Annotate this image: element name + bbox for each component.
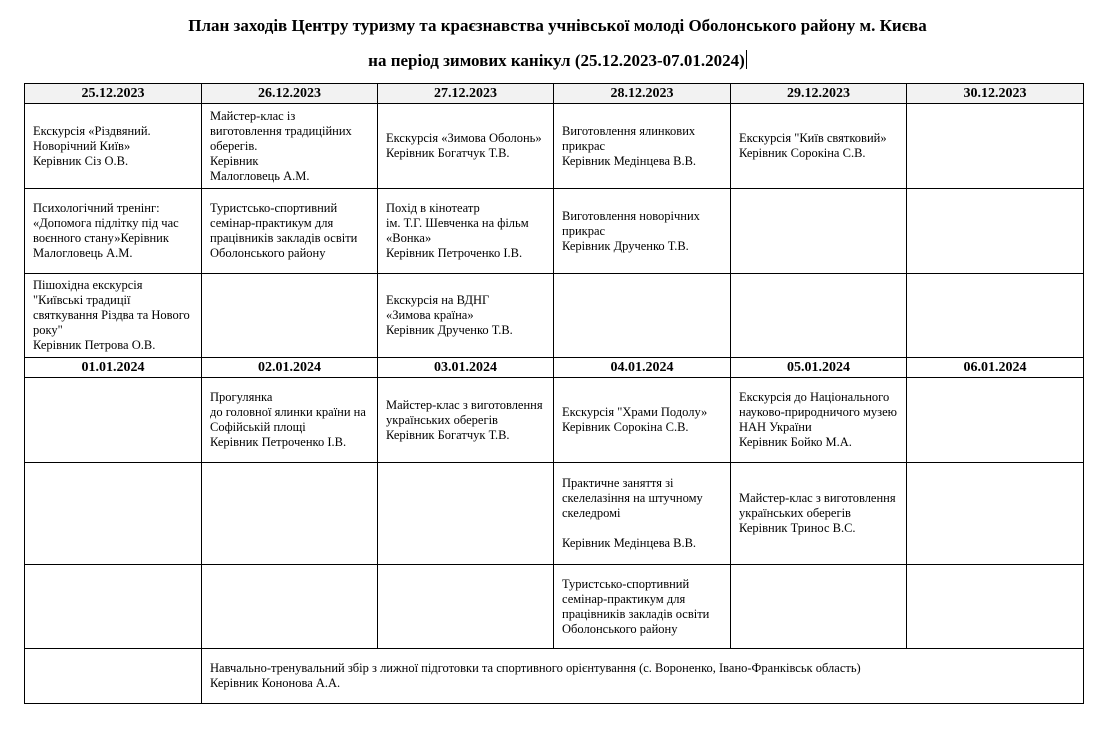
week1-event-row [25, 104, 1084, 189]
event-cell[interactable] [731, 189, 907, 274]
week2-date-row [25, 358, 1084, 378]
document-title: План заходів Центру туризму та краєзнавства учнівської молоді Оболонського району м. Києва [188, 16, 927, 35]
date-cell: 30.12.2023 [907, 84, 1084, 104]
date-cell: 04.01.2024 [554, 358, 731, 378]
event-cell[interactable] [554, 274, 731, 358]
event-cell[interactable]: Екскурсія "Храми Подолу» Керівник Сорокіна С.В. [554, 378, 731, 463]
event-cell[interactable] [202, 565, 378, 649]
event-cell[interactable] [907, 378, 1084, 463]
date-cell: 29.12.2023 [731, 84, 907, 104]
week2-event-row [25, 463, 1084, 565]
date-cell: 03.01.2024 [378, 358, 554, 378]
document-subtitle-text: на період зимових канікул (25.12.2023-07.01.2024) [368, 51, 745, 70]
training-camp-cell[interactable]: Навчально-тренувальний збір з лижної підготовки та спортивного орієнтування (с. Вороненко, Івано-Франківськ область) Керівник Кононова А.А. [202, 649, 1084, 704]
event-cell[interactable] [202, 274, 378, 358]
event-cell[interactable]: Туристсько-спортивний семінар-практикум для працівників закладів освіти Оболонського району [202, 189, 378, 274]
event-cell[interactable]: Виготовлення новорічних прикрас Керівник Друченко Т.В. [554, 189, 731, 274]
week1-date-row [25, 84, 1084, 104]
week1-event-row [25, 274, 1084, 358]
event-cell[interactable]: Похід в кінотеатр ім. Т.Г. Шевченка на фільм «Вонка» Керівник Петроченко І.В. [378, 189, 554, 274]
event-cell[interactable] [731, 274, 907, 358]
event-cell[interactable]: Майстер-клас з виготовлення українських оберегів Керівник Тринос В.С. [731, 463, 907, 565]
date-cell: 28.12.2023 [554, 84, 731, 104]
event-cell[interactable] [378, 565, 554, 649]
event-cell[interactable]: Екскурсія «Різдвяний. Новорічний Київ» Керівник Сіз О.В. [25, 104, 202, 189]
event-cell[interactable]: Пішохідна екскурсія "Київські традиції святкування Різдва та Нового року" Керівник Петрова О.В. [25, 274, 202, 358]
date-cell: 27.12.2023 [378, 84, 554, 104]
document-subtitle [0, 50, 1115, 71]
event-cell[interactable]: Прогулянка до головної ялинки країни на Софійській площі Керівник Петроченко І.В. [202, 378, 378, 463]
event-cell[interactable]: Практичне заняття зі скелелазіння на штучному скеледромі Керівник Медінцева В.В. [554, 463, 731, 565]
event-cell[interactable] [25, 463, 202, 565]
event-cell[interactable]: Психологічний тренінг: «Допомога підлітку під час воєнного стану»Керівник Малогловець А.М. [25, 189, 202, 274]
date-cell: 25.12.2023 [25, 84, 202, 104]
event-cell[interactable] [907, 565, 1084, 649]
event-cell[interactable] [907, 104, 1084, 189]
event-cell[interactable] [25, 378, 202, 463]
date-cell: 06.01.2024 [907, 358, 1084, 378]
week2-event-row [25, 378, 1084, 463]
plan-table [24, 83, 1084, 704]
date-cell: 01.01.2024 [25, 358, 202, 378]
event-cell[interactable] [25, 565, 202, 649]
event-cell[interactable]: Екскурсія "Київ святковий» Керівник Сорокіна С.В. [731, 104, 907, 189]
event-cell[interactable]: Туристсько-спортивний семінар-практикум для працівників закладів освіти Оболонського району [554, 565, 731, 649]
event-cell[interactable]: Майстер-клас з виготовлення українських оберегів Керівник Богатчук Т.В. [378, 378, 554, 463]
event-cell[interactable]: Екскурсія на ВДНГ «Зимова країна» Керівник Друченко Т.В. [378, 274, 554, 358]
event-cell[interactable] [907, 463, 1084, 565]
date-cell: 26.12.2023 [202, 84, 378, 104]
week2-event-row [25, 565, 1084, 649]
week2-bottom-row [25, 649, 1084, 704]
event-cell[interactable] [907, 274, 1084, 358]
event-cell[interactable]: Виготовлення ялинкових прикрас Керівник Медінцева В.В. [554, 104, 731, 189]
event-cell[interactable] [378, 463, 554, 565]
week1-event-row [25, 189, 1084, 274]
date-cell: 05.01.2024 [731, 358, 907, 378]
event-cell[interactable] [25, 649, 202, 704]
event-cell[interactable]: Екскурсія до Національного науково-природничого музею НАН України Керівник Бойко М.А. [731, 378, 907, 463]
event-cell[interactable]: Екскурсія «Зимова Оболонь» Керівник Богатчук Т.В. [378, 104, 554, 189]
date-cell: 02.01.2024 [202, 358, 378, 378]
event-cell[interactable] [202, 463, 378, 565]
event-cell[interactable] [907, 189, 1084, 274]
event-cell[interactable] [731, 565, 907, 649]
event-cell[interactable]: Майстер-клас із виготовлення традиційних оберегів. Керівник Малогловець А.М. [202, 104, 378, 189]
text-cursor [746, 50, 747, 69]
